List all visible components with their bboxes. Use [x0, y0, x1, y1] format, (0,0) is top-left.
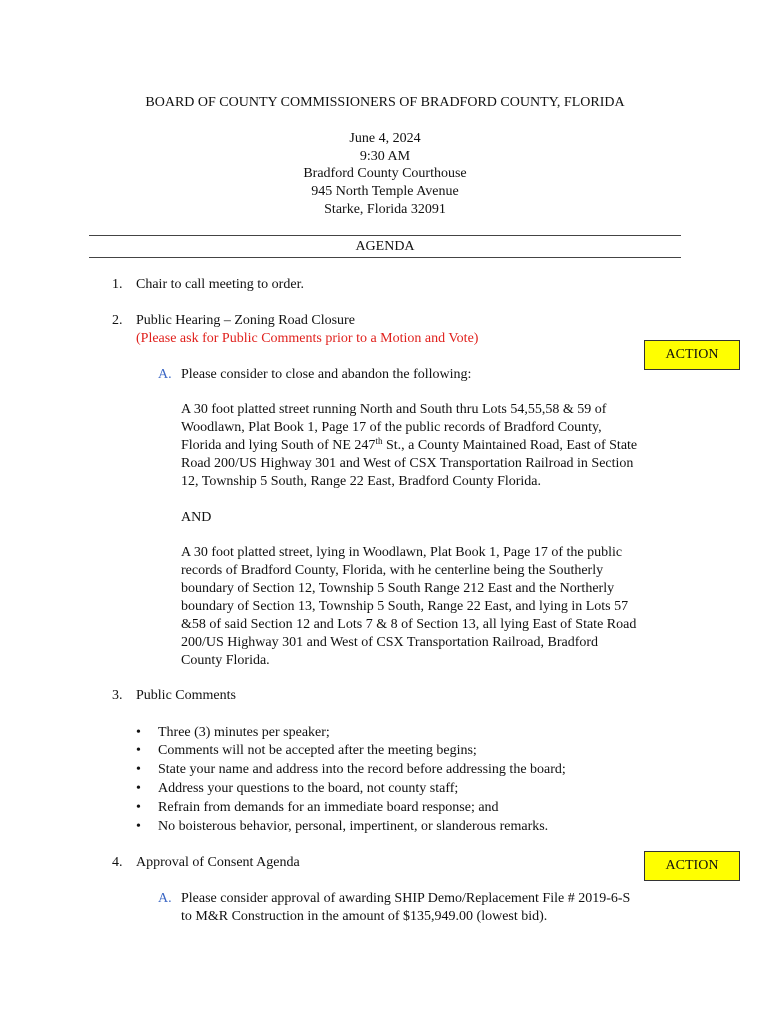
- item-2a-text: Please consider to close and abandon the following:: [181, 367, 472, 382]
- paragraph-line: 200/US Highway 301 and West of CSX Transportation Railroad, Bradford: [181, 635, 599, 650]
- item-3-text: Public Comments: [136, 688, 236, 703]
- item-4a-text-line-1: Please consider approval of awarding SHIP Demo/Replacement File # 2019-6-S: [181, 891, 631, 906]
- paragraph-line: A 30 foot platted street, lying in Woodlawn, Plat Book 1, Page 17 of the public: [181, 545, 623, 560]
- meeting-city: Starke, Florida 32091: [324, 202, 446, 217]
- item-4-number: 4.: [112, 855, 123, 870]
- paragraph-line: 12, Township 5 South, Range 22 East, Bradford County Florida.: [181, 474, 542, 489]
- item-4-action-badge: ACTION: [644, 851, 740, 881]
- meeting-venue: Bradford County Courthouse: [303, 166, 467, 181]
- paragraph-fragment: St., a County Maintained Road, East of State: [382, 438, 638, 453]
- meeting-time: 9:30 AM: [359, 149, 411, 164]
- meeting-address: 945 North Temple Avenue: [311, 184, 459, 199]
- item-2-number: 2.: [112, 313, 123, 328]
- bullet-mark: •: [136, 743, 141, 758]
- bullet-mark: •: [136, 725, 141, 740]
- paragraph-line: Road 200/US Highway 301 and West of CSX Transportation Railroad in Section: [181, 456, 634, 471]
- bullet-item: State your name and address into the record before addressing the board;: [158, 762, 566, 777]
- item-4-text: Approval of Consent Agenda: [136, 855, 300, 870]
- item-4a-text-line-2: to M&R Construction in the amount of $135,949.00 (lowest bid).: [181, 909, 548, 924]
- ordinal-superscript: th: [375, 436, 383, 446]
- paragraph-line: [181, 437, 681, 455]
- paragraph-fragment: Florida and lying South of NE 247: [181, 438, 376, 453]
- item-1-number: 1.: [112, 277, 123, 292]
- and-separator: AND: [181, 510, 212, 525]
- item-4a-letter: A.: [158, 891, 172, 906]
- bullet-mark: •: [136, 819, 141, 834]
- bullet-item: No boisterous behavior, personal, impertinent, or slanderous remarks.: [158, 819, 549, 834]
- item-3-number: 3.: [112, 688, 123, 703]
- item-1-text: Chair to call meeting to order.: [136, 277, 304, 292]
- bullet-item: Three (3) minutes per speaker;: [158, 725, 330, 740]
- item-2-text: Public Hearing – Zoning Road Closure: [136, 313, 355, 328]
- paragraph-line: A 30 foot platted street running North and South thru Lots 54,55,58 & 59 of: [181, 402, 607, 417]
- item-2a-paragraph-1: [181, 401, 681, 491]
- bullet-mark: •: [136, 781, 141, 796]
- paragraph-line: records of Bradford County, Florida, with he centerline being the Southerly: [181, 563, 604, 578]
- paragraph-line: &58 of said Section 12 and Lots 7 & 8 of Section 13, all lying East of State Road: [181, 617, 637, 632]
- paragraph-line: boundary of Section 12, Township 5 South Range 212 East and the Northerly: [181, 581, 615, 596]
- bullet-item: Address your questions to the board, not county staff;: [158, 781, 459, 796]
- bullet-item: Refrain from demands for an immediate board response; and: [158, 800, 499, 815]
- bullet-item: Comments will not be accepted after the meeting begins;: [158, 743, 477, 758]
- paragraph-line: boundary of Section 13, Township 5 South, Range 22 East, and lying in Lots 57: [181, 599, 629, 614]
- bullet-mark: •: [136, 762, 141, 777]
- item-2-action-badge: ACTION: [644, 340, 740, 370]
- item-2-note: (Please ask for Public Comments prior to a Motion and Vote): [136, 331, 479, 346]
- agenda-top-rule: [89, 235, 681, 236]
- agenda-heading: AGENDA: [355, 239, 415, 254]
- paragraph-line: County Florida.: [181, 653, 270, 668]
- agenda-bottom-rule: [89, 257, 681, 258]
- item-2a-paragraph-2: [181, 544, 681, 670]
- board-title: BOARD OF COUNTY COMMISSIONERS OF BRADFORD COUNTY, FLORIDA: [145, 95, 625, 110]
- item-2a-letter: A.: [158, 367, 172, 382]
- meeting-date: June 4, 2024: [349, 131, 421, 146]
- paragraph-line: Woodlawn, Plat Book 1, Page 17 of the public records of Bradford County,: [181, 420, 602, 435]
- bullet-mark: •: [136, 800, 141, 815]
